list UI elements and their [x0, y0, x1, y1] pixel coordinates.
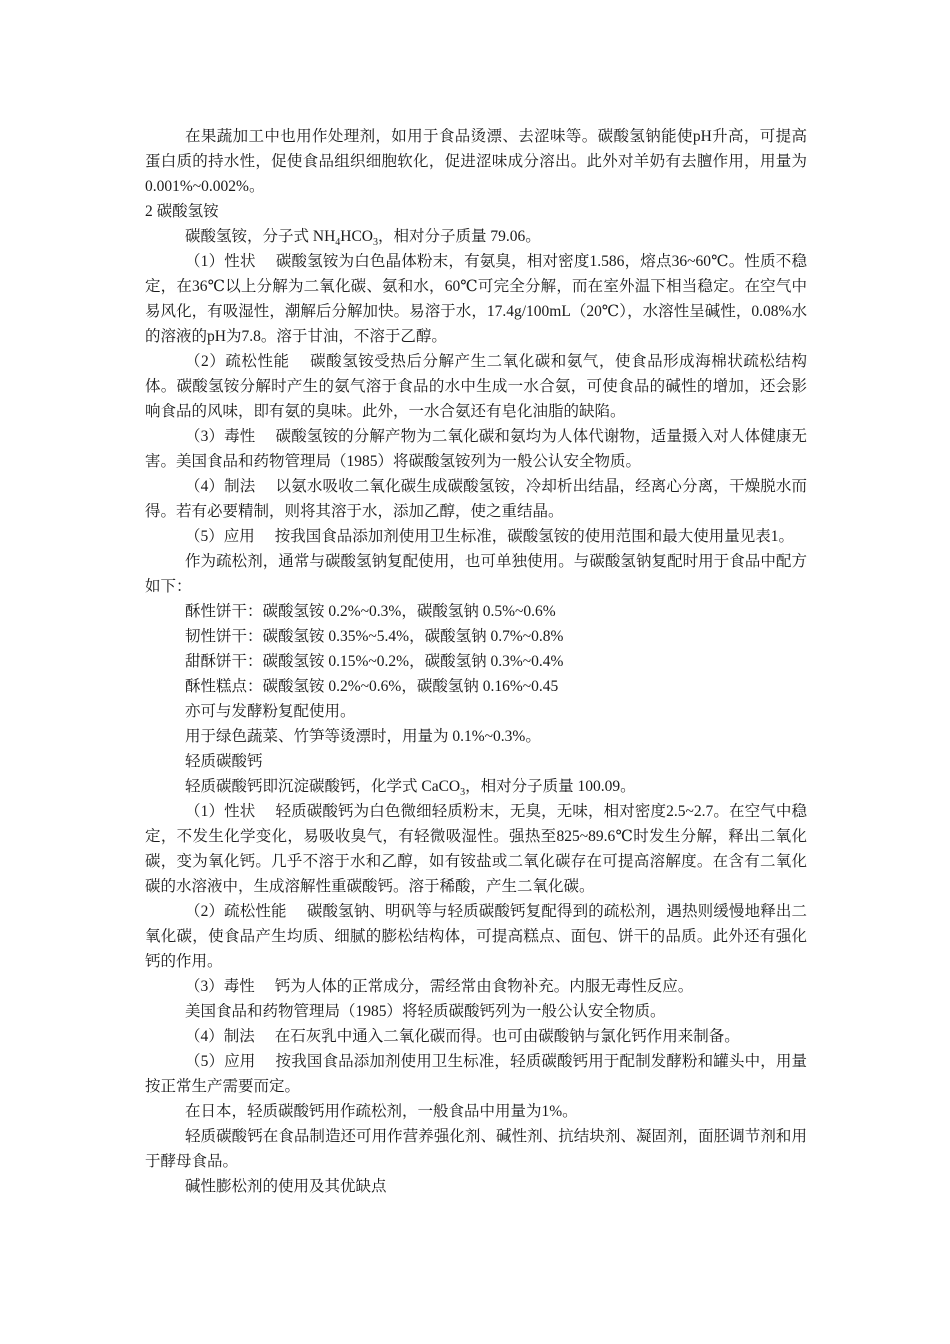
- text-span: 碳酸氢铵，分子式 NH: [185, 228, 336, 245]
- paragraph: 亦可与发酵粉复配使用。: [185, 703, 356, 720]
- formula-line: 韧性饼干：碳酸氢铵 0.35%~5.4%，碳酸氢钠 0.7%~0.8%: [185, 628, 564, 645]
- paragraph: [145, 249, 807, 349]
- text-span: 按我国食品添加剂使用卫生标准，轻质碳酸钙用于配制发酵粉和罐头中，用量按正常生产需要而定。: [145, 1053, 807, 1095]
- paragraph: [145, 424, 807, 474]
- item-label: （2）疏松性能: [185, 353, 290, 370]
- body-text: [145, 124, 807, 1199]
- text-span: HCO: [340, 228, 373, 245]
- paragraph: 美国食品和药物管理局（1985）将轻质碳酸钙列为一般公认安全物质。: [185, 1003, 666, 1020]
- paragraph: 用于绿色蔬菜、竹笋等烫漂时，用量为 0.1%~0.3%。: [185, 728, 541, 745]
- item-label: （1）性状: [185, 253, 256, 270]
- item-label: （4）制法: [185, 1028, 255, 1045]
- text-span: ，相对分子质量 79.06。: [378, 228, 541, 245]
- paragraph: 作为疏松剂，通常与碳酸氢钠复配使用，也可单独使用。与碳酸氢钠复配时用于食品中配方如下：: [145, 553, 807, 595]
- item-label: （3）毒性: [185, 978, 255, 995]
- paragraph: [145, 774, 807, 799]
- paragraph: [145, 1024, 807, 1049]
- text-span: ，相对分子质量 100.09。: [465, 778, 636, 795]
- subscript: 3: [373, 237, 378, 249]
- paragraph: 在日本，轻质碳酸钙用作疏松剂，一般食品中用量为1%。: [185, 1103, 578, 1120]
- formula-line: 甜酥饼干：碳酸氢铵 0.15%~0.2%，碳酸氢钠 0.3%~0.4%: [185, 653, 564, 670]
- text-span: 碳酸氢铵受热后分解产生二氧化碳和氨气，使食品形成海棉状疏松结构体。碳酸氢铵分解时产生的氨气溶于食品的水中生成一水合氨，可使食品的碱性的增加，还会影响食品的风味，即有氨的臭味。此外，一水合氨还有皂化油脂的缺陷。: [145, 353, 807, 420]
- text-span: 钙为人体的正常成分，需经常由食物补充。内服无毒性反应。: [274, 978, 694, 995]
- item-label: （2）疏松性能: [185, 903, 287, 920]
- text-span: 碳酸氢铵为白色晶体粉末，有氨臭，相对密度1.586，熔点36~60℃。性质不稳定，在36℃以上分解为二氧化碳、氨和水，60℃可完全分解，而在室外温下相当稳定。在空气中易风化，有吸湿性，潮解后分解加快。易溶于水，17.4g/100mL（20℃），水溶性呈碱性，0.08%水的溶液的pH为7.8。溶于甘油，不溶于乙醇。: [145, 253, 807, 345]
- text-span: 轻质碳酸钙即沉淀碳酸钙，化学式 CaCO: [185, 778, 461, 795]
- section-heading: 碱性膨松剂的使用及其优缺点: [185, 1178, 387, 1195]
- item-label: （1）性状: [185, 803, 256, 820]
- text-span: 碳酸氢钠、明矾等与轻质碳酸钙复配得到的疏松剂，遇热则缓慢地释出二氧化碳，使食品产生均质、细腻的膨松结构体，可提高糕点、面包、饼干的品质。此外还有强化钙的作用。: [145, 903, 807, 970]
- formula-line: 酥性饼干：碳酸氢铵 0.2%~0.3%，碳酸氢钠 0.5%~0.6%: [185, 603, 556, 620]
- item-label: （3）毒性: [185, 428, 256, 445]
- subscript: 4: [335, 237, 341, 249]
- text-span: 以氨水吸收二氧化碳生成碳酸氢铵，冷却析出结晶，经离心分离，干燥脱水而得。若有必要精制，则将其溶于水，添加乙醇，使之重结晶。: [145, 478, 807, 520]
- text-span: 按我国食品添加剂使用卫生标准，碳酸氢铵的使用范围和最大使用量见表1。: [274, 528, 795, 545]
- paragraph: 轻质碳酸钙在食品制造还可用作营养强化剂、碱性剂、抗结块剂、凝固剂，面胚调节剂和用于酵母食品。: [145, 1128, 807, 1170]
- paragraph: [145, 974, 807, 999]
- text-span: 在石灰乳中通入二氧化碳而得。也可由碳酸钠与氯化钙作用来制备。: [274, 1028, 740, 1045]
- item-label: （5）应用: [185, 1053, 256, 1070]
- item-label: （4）制法: [185, 478, 256, 495]
- paragraph: [145, 524, 807, 549]
- text-span: 碳酸氢铵的分解产物为二氧化碳和氨均为人体代谢物，适量摄入对人体健康无害。美国食品和药物管理局（1985）将碳酸氢铵列为一般公认安全物质。: [145, 428, 807, 470]
- formula-line: 酥性糕点：碳酸氢铵 0.2%~0.6%，碳酸氢钠 0.16%~0.45: [185, 678, 559, 695]
- section-heading: 轻质碳酸钙: [185, 753, 263, 770]
- item-label: （5）应用: [185, 528, 255, 545]
- paragraph: [145, 474, 807, 524]
- paragraph: [145, 224, 807, 249]
- paragraph: [145, 799, 807, 899]
- paragraph: 在果蔬加工中也用作处理剂，如用于食品烫漂、去涩味等。碳酸氢钠能使pH升高，可提高蛋白质的持水性，促使食品组织细胞软化，促进涩味成分溶出。此外对羊奶有去膻作用，用量为0.001%~0.002%。: [145, 128, 807, 195]
- section-heading: 2 碳酸氢铵: [145, 203, 219, 220]
- paragraph: [145, 349, 807, 424]
- subscript: 3: [460, 787, 466, 799]
- text-span: 轻质碳酸钙为白色微细轻质粉末，无臭，无味，相对密度2.5~2.7。在空气中稳定，不发生化学变化，易吸收臭气，有轻微吸湿性。强热至825~89.6℃时发生分解，释出二氧化碳，变为氧化钙。几乎不溶于水和乙醇，如有铵盐或二氧化碳存在可提高溶解度。在含有二氧化碳的水溶液中，生成溶解性重碳酸钙。溶于稀酸，产生二氧化碳。: [145, 803, 807, 895]
- paragraph: [145, 1049, 807, 1099]
- paragraph: [145, 899, 807, 974]
